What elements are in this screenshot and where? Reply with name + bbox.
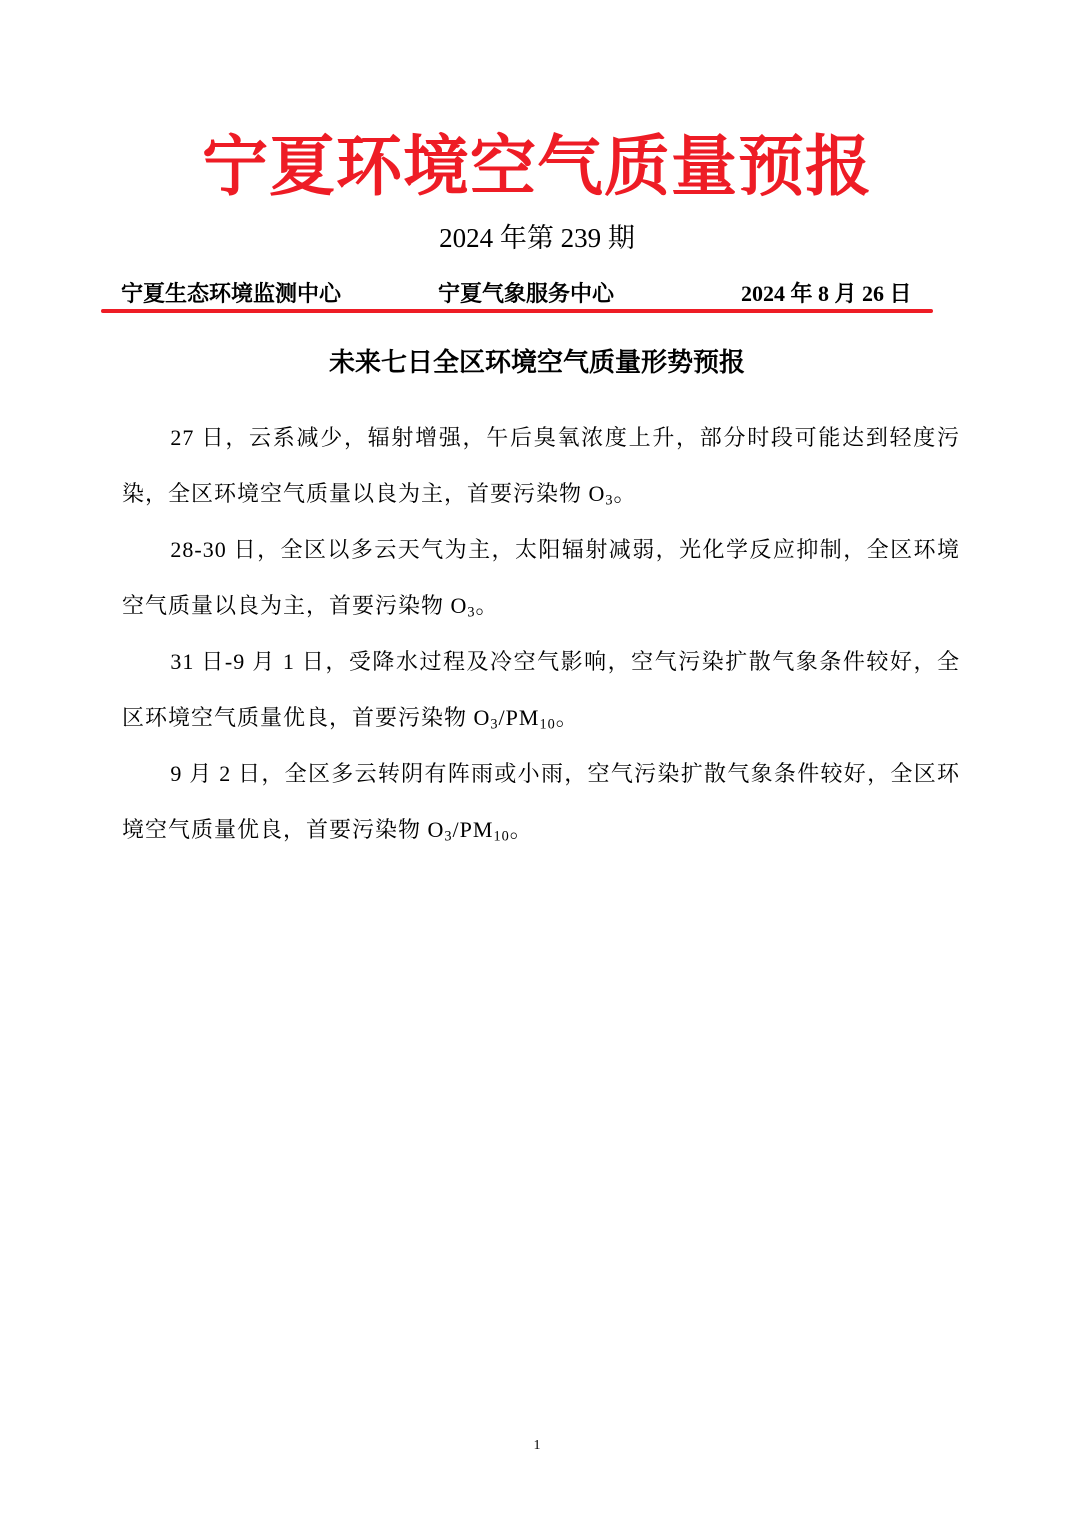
section-title: 未来七日全区环境空气质量形势预报 (328, 348, 745, 377)
publisher-header (0, 276, 1074, 312)
page-number: 1 (533, 1438, 541, 1453)
publisher-ecology-center: 宁夏生态环境监测中心 (121, 281, 342, 306)
forecast-paragraph: 27 日，云系减少，辐射增强，午后臭氧浓度上升，部分时段可能达到轻度污染，全区环境空气质量以良为主，首要污染物 $O_3$。 (122, 425, 960, 509)
forecast-paragraph: 9 月 2 日，全区多云转阴有阵雨或小雨，空气污染扩散气象条件较好，全区环境空气质量优良，首要污染物 $O_3/PM_{10}$。 (122, 761, 960, 845)
red-divider (101, 309, 933, 313)
forecast-body (122, 410, 960, 858)
document-title: 宁夏环境空气质量预报 (202, 131, 872, 204)
issue-number: 2024 年第 239 期 (439, 223, 635, 253)
forecast-paragraph: 28-30 日，全区以多云天气为主，太阳辐射减弱，光化学反应抑制，全区环境空气质量以良为主，首要污染物 $O_3$。 (122, 537, 960, 621)
forecast-paragraph: 31 日-9 月 1 日，受降水过程及冷空气影响，空气污染扩散气象条件较好，全区环境空气质量优良，首要污染物 $O_3/PM_{10}$。 (122, 649, 960, 733)
publisher-meteorology-center: 宁夏气象服务中心 (438, 281, 615, 306)
publish-date: 2024 年 8 月 26 日 (741, 281, 912, 306)
